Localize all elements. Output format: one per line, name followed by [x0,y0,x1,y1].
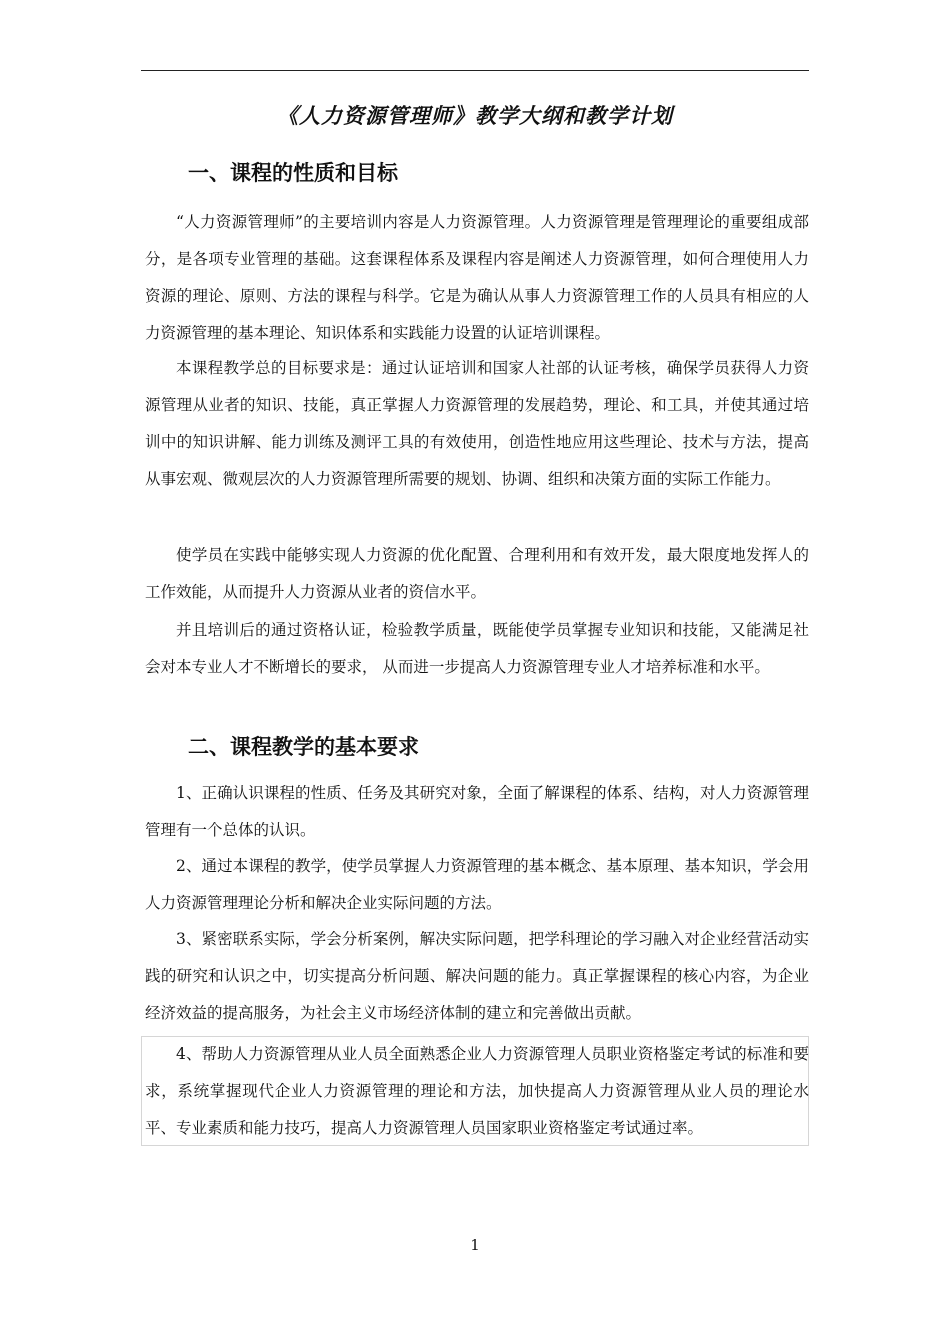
page-number: 1 [470,1236,480,1254]
header-rule [141,70,809,71]
section-heading-basic-requirements: 二、课程教学的基本要求 [188,735,419,759]
paragraph-course-overview: “人力资源管理师”的主要培训内容是人力资源管理。人力资源管理是管理理论的重要组成部分，是各项专业管理的基础。这套课程体系及课程内容是阐述人力资源管理，如何合理使用人力资源的理论、原则、方法的课程与科学。它是为确认从事人力资源管理工作的人员具有相应的人力资源管理的基本理论、知识体系和实践能力设置的认证培训课程。 [145,213,809,342]
paragraph-practice-outcome: 使学员在实践中能够实现人力资源的优化配置、合理利用和有效开发，最大限度地发挥人的工作效能，从而提升人力资源从业者的资信水平。 [145,546,809,601]
requirement-item-2: 2、通过本课程的教学，使学员掌握人力资源管理的基本概念、基本原理、基本知识，学会用人力资源管理理论分析和解决企业实际问题的方法。 [145,857,809,912]
document-title: 《人力资源管理师》教学大纲和教学计划 [277,104,673,128]
requirement-item-4: 4、帮助人力资源管理从业人员全面熟悉企业人力资源管理人员职业资格鉴定考试的标准和要求，系统掌握现代企业人力资源管理的理论和方法，加快提高人力资源管理从业人员的理论水平、专业素质和能力技巧，提高人力资源管理人员国家职业资格鉴定考试通过率。 [145,1045,809,1137]
requirement-item-3: 3、紧密联系实际，学会分析案例，解决实际问题，把学科理论的学习融入对企业经营活动实践的研究和认识之中，切实提高分析问题、解决问题的能力。真正掌握课程的核心内容，为企业经济效益的提高服务，为社会主义市场经济体制的建立和完善做出贡献。 [145,930,809,1022]
paragraph-certification: 并且培训后的通过资格认证，检验教学质量，既能使学员掌握专业知识和技能，又能满足社会对本专业人才不断增长的要求， 从而进一步提高人力资源管理专业人才培养标准和水平。 [145,621,809,676]
section-heading-nature-and-goals: 一、课程的性质和目标 [188,161,398,185]
paragraph-teaching-goals: 本课程教学总的目标要求是：通过认证培训和国家人社部的认证考核，确保学员获得人力资源管理从业者的知识、技能，真正掌握人力资源管理的发展趋势，理论、和工具，并使其通过培训中的知识讲解、能力训练及测评工具的有效使用，创造性地应用这些理论、技术与方法，提高从事宏观、微观层次的人力资源管理所需要的规划、协调、组织和决策方面的实际工作能力。 [145,359,809,488]
requirement-item-1: 1、正确认识课程的性质、任务及其研究对象，全面了解课程的体系、结构，对人力资源管理管理有一个总体的认识。 [145,784,809,839]
